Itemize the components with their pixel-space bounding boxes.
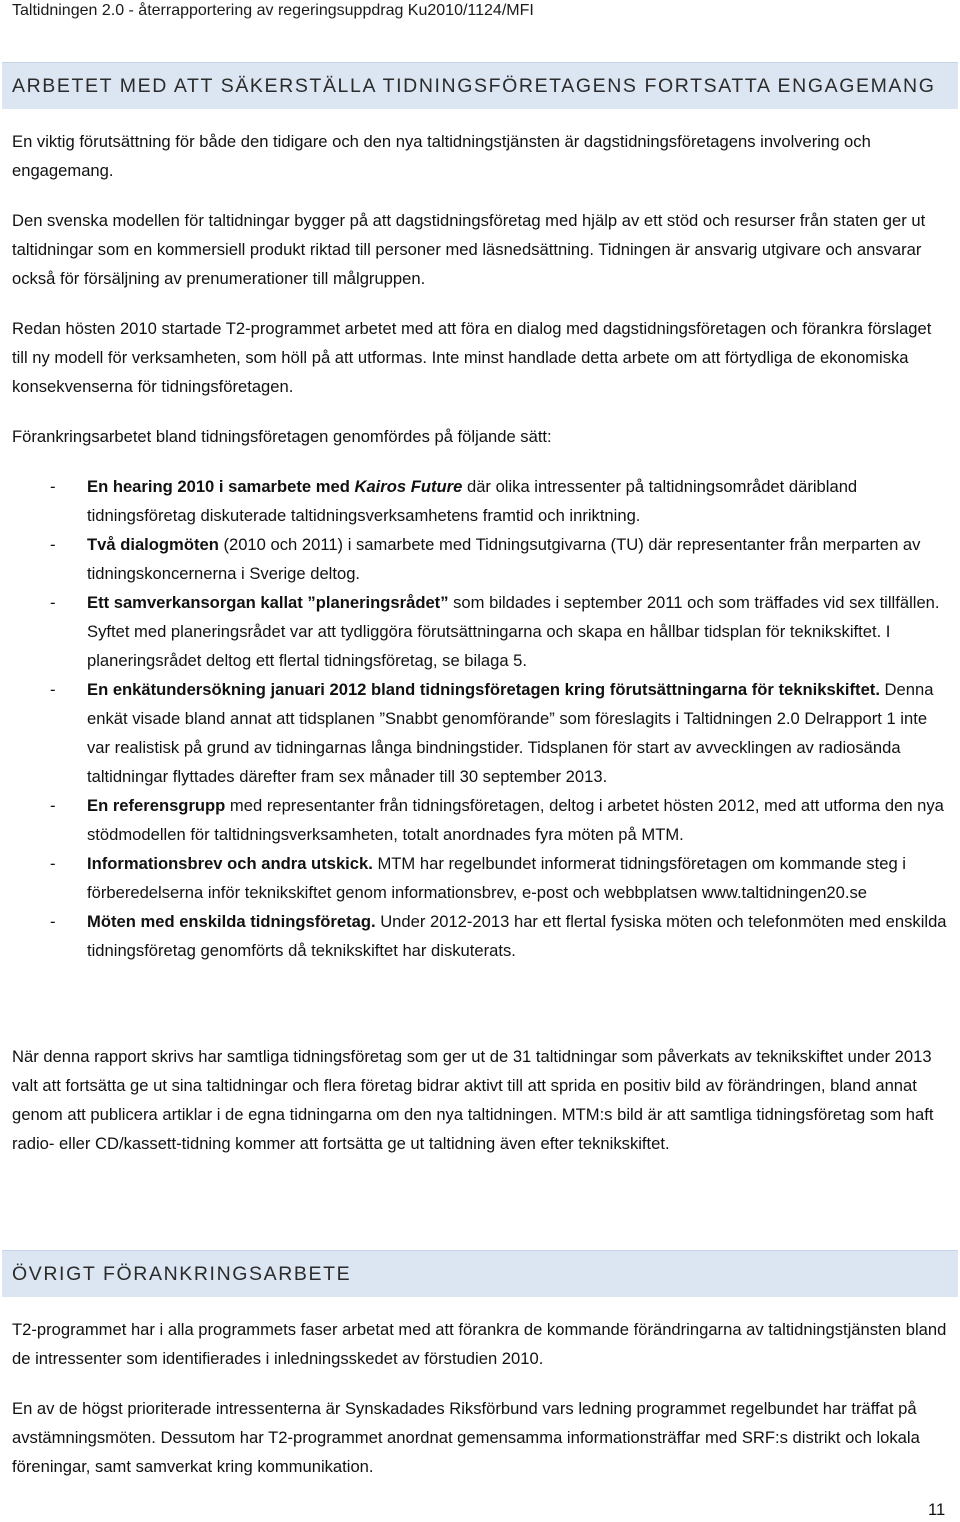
paragraph: Redan hösten 2010 startade T2-programmet arbetet med att föra en dialog med dagstidningsföretagen och förankra förslaget till ny modell för verksamheten, som höll på att utformas. Inte minst handlade detta arbete om att förtydliga de ekonomiska konsekvenserna för tidningsföretagen. xyxy=(12,319,932,396)
bullet-list xyxy=(12,472,952,965)
paragraph: Förankringsarbetet bland tidningsföretagen genomfördes på följande sätt: xyxy=(12,427,552,446)
section-heading: ARBETET MED ATT SÄKERSTÄLLA TIDNINGSFÖRETAGENS FORTSATTA ENGAGEMANG xyxy=(12,75,936,97)
bullet-dash: - xyxy=(50,477,56,496)
paragraph: En viktig förutsättning för både den tidigare och den nya taltidningstjänsten är dagstidningsföretagens involvering och engagemang. xyxy=(12,132,871,180)
bullet-dash: - xyxy=(50,912,56,931)
bold-text: En referensgrupp xyxy=(87,796,226,815)
page-header: Taltidningen 2.0 - återrapportering av regeringsuppdrag Ku2010/1124/MFI xyxy=(12,2,534,19)
list-item xyxy=(12,472,952,530)
bullet-dash: - xyxy=(50,796,56,815)
item-text: där olika intressenter på taltidningsområdet däribland tidningsföretag diskuterade taltidningsverksamhetens framtid och inriktning. xyxy=(87,477,858,525)
item-text: med representanter från tidningsföretagen, deltog i arbetet hösten 2012, med att utforma den nya stödmodellen för taltidningsverksamheten, totalt anordnades fyra möten på MTM. xyxy=(87,796,944,844)
list-item xyxy=(12,791,952,849)
section-heading-band xyxy=(2,62,958,109)
bold-text: Möten med enskilda tidningsföretag. xyxy=(87,912,376,931)
paragraph: När denna rapport skrivs har samtliga tidningsföretag som ger ut de 31 taltidningar som påverkats av teknikskiftet under 2013 valt att fortsätta ge ut sina taltidningar och flera företag bidrar aktivt till att sprida en positiv bild av förändringen, bland annat genom att publicera artiklar i de egna tidningarna om den nya taltidningen. MTM:s bild är att samtliga tidningsföretag som haft radio- eller CD/kassett-tidning kommer att fortsätta ge ut taltidning även efter teknikskiftet. xyxy=(12,1047,934,1153)
list-item xyxy=(12,907,952,965)
item-text: som bildades i september 2011 och som träffades vid sex tillfällen. Syftet med planeringsrådet var att tydliggöra förutsättningarna och skapa en hållbar tidsplan för teknikskiftet. I planeringsrådet deltog ett flertal tidningsföretag, se bilaga 5. xyxy=(87,593,940,670)
list-item xyxy=(12,530,952,588)
bullet-dash: - xyxy=(50,535,56,554)
section-heading-band xyxy=(2,1250,958,1297)
item-text: Under 2012-2013 har ett flertal fysiska möten och telefonmöten med enskilda tidningsföretag genomförts då teknikskiftet har diskuterats. xyxy=(87,912,947,960)
list-item xyxy=(12,675,952,791)
paragraph: Den svenska modellen för taltidningar bygger på att dagstidningsföretag med hjälp av ett stöd och resurser från staten ger ut taltidningar som en kommersiell produkt riktad till personer med läsnedsättning. Tidningen är ansvarig utgivare och ansvarar också för försäljning av prenumerationer till målgruppen. xyxy=(12,211,926,288)
item-text: Denna enkät visade bland annat att tidsplanen ”Snabbt genomförande” som föreslagits i Taltidningen 2.0 Delrapport 1 inte var realistisk på grund av tidningarnas långa bindningstider. Tidsplanen för start av avvecklingen av radiosända taltidningar flyttades därefter fram sex månader till 30 september 2013. xyxy=(87,680,934,786)
bullet-dash: - xyxy=(50,680,56,699)
bold-italic-text: Kairos Future xyxy=(354,477,463,496)
bold-text: Två dialogmöten xyxy=(87,535,219,554)
list-item xyxy=(12,588,952,675)
paragraph: En av de högst prioriterade intressenterna är Synskadades Riksförbund vars ledning programmet regelbundet har träffat på avstämningsmöten. Dessutom har T2-programmet anordnat gemensamma informationsträffar med SRF:s distrikt och lokala föreningar, samt samverkat kring kommunikation. xyxy=(12,1399,920,1476)
item-text: (2010 och 2011) i samarbete med Tidningsutgivarna (TU) där representanter från merparten av tidningskoncernerna i Sverige deltog. xyxy=(87,535,921,583)
bold-text: Ett samverkansorgan kallat ”planeringsrådet” xyxy=(87,593,449,612)
bold-text: En hearing 2010 i samarbete med xyxy=(87,477,355,496)
list-item xyxy=(12,849,952,907)
bold-text: En enkätundersökning januari 2012 bland tidningsföretagen kring förutsättningarna för teknikskiftet. xyxy=(87,680,880,699)
paragraph: T2-programmet har i alla programmets faser arbetat med att förankra de kommande förändringarna av taltidningstjänsten bland de intressenter som identifierades i inledningsskedet av förstudien 2010. xyxy=(12,1320,947,1368)
bold-text: Informationsbrev och andra utskick. xyxy=(87,854,373,873)
page-number: 11 xyxy=(928,1500,946,1519)
bullet-dash: - xyxy=(50,593,56,612)
item-text: MTM har regelbundet informerat tidningsföretagen om kommande steg i förberedelserna inför teknikskiftet genom informationsbrev, e-post och webbplatsen www.taltidningen20.se xyxy=(87,854,906,902)
bullet-dash: - xyxy=(50,854,56,873)
section-heading: ÖVRIGT FÖRANKRINGSARBETE xyxy=(12,1263,352,1285)
